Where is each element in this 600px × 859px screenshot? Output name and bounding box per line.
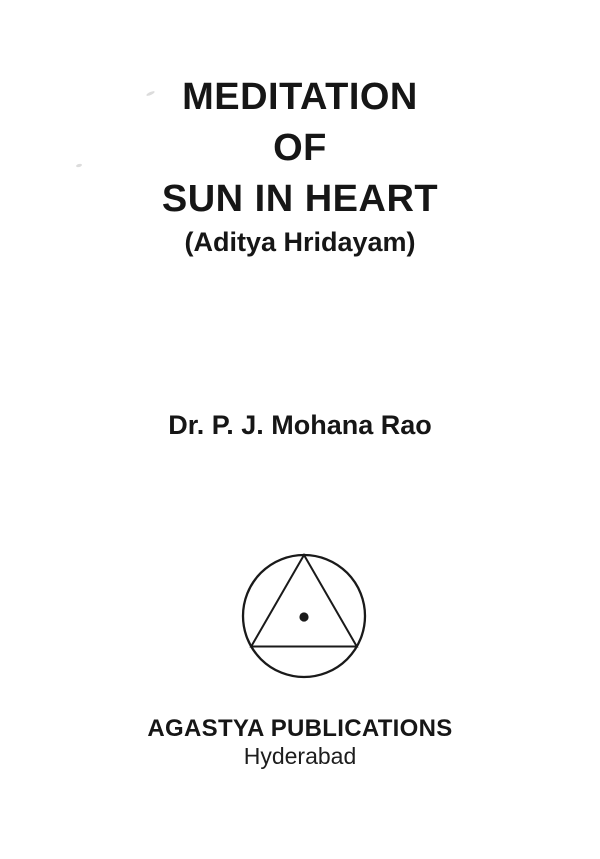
publisher-name: AGASTYA PUBLICATIONS: [147, 715, 453, 742]
author-name: Dr. P. J. Mohana Rao: [168, 410, 432, 440]
title-line-1: MEDITATION: [182, 76, 418, 118]
author-block: [0, 411, 600, 440]
publisher-city: Hyderabad: [243, 743, 357, 769]
title-block: [0, 72, 600, 259]
title-line-3: SUN IN HEART: [161, 178, 439, 220]
circle-triangle-dot-icon: [239, 551, 369, 681]
title-subtitle: (Aditya Hridayam): [184, 227, 416, 257]
publisher-block: [0, 714, 600, 769]
title-line-2: OF: [273, 127, 327, 169]
